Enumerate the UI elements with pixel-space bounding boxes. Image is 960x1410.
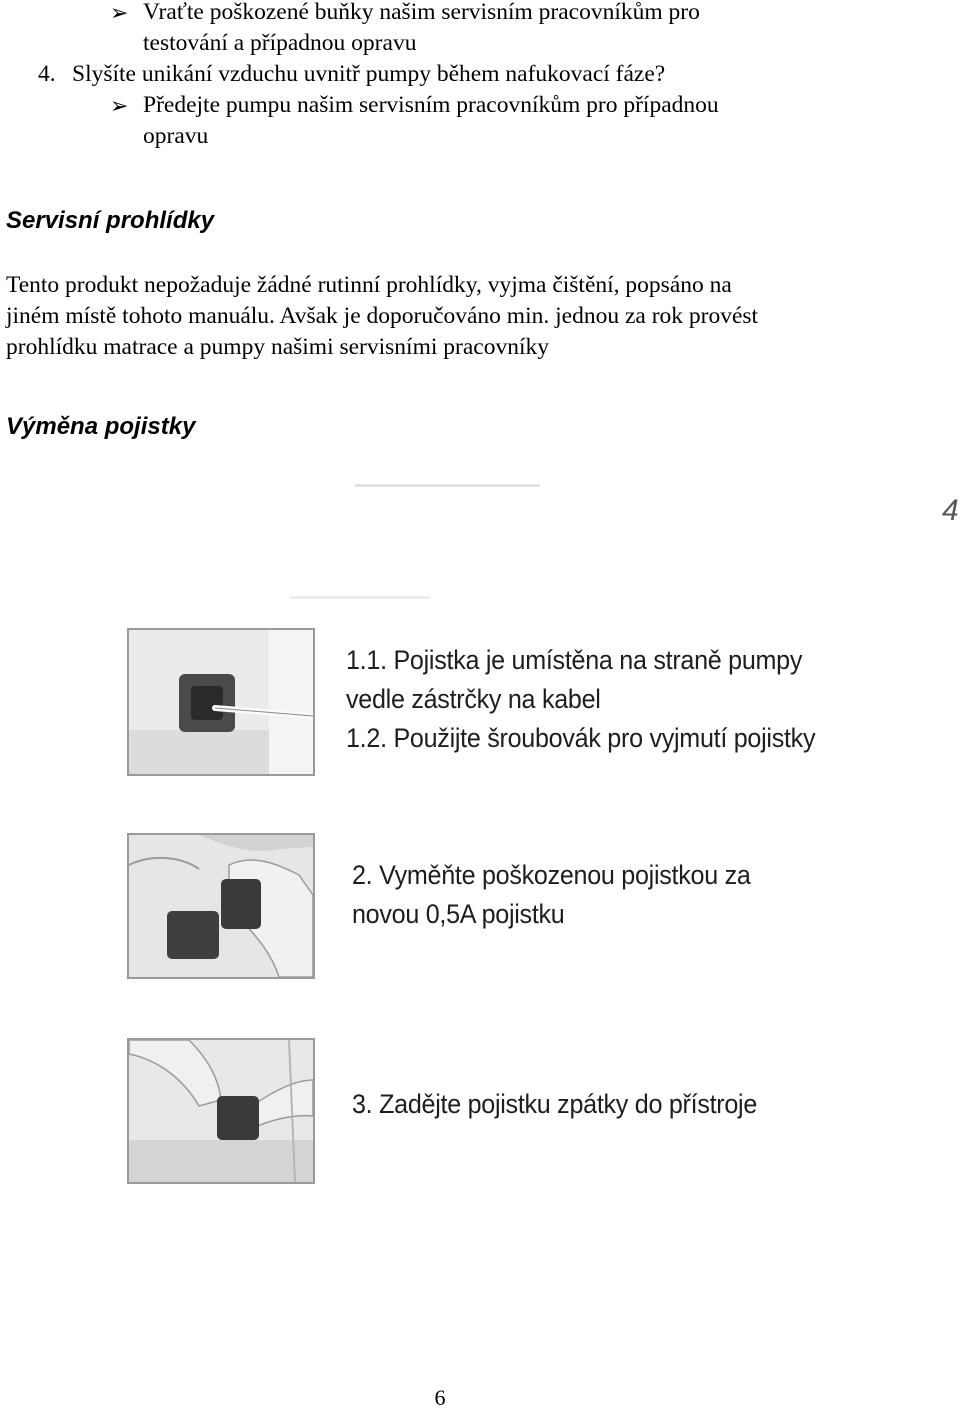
step-1-caption-line: vedle zástrčky na kabel [346,684,601,714]
list-item-question: Slyšíte unikání vzduchu uvnitř pumpy během nafukovací fáze? [72,61,666,87]
insert-fuse-illustration [129,1040,313,1182]
arrow-bullet-icon: ➢ [110,93,129,118]
arrow-bullet-icon: ➢ [110,0,129,25]
paragraph-line: prohlídku matrace a pumpy našimi servisními pracovníky [6,334,549,360]
step-1-caption-line: 1.2. Použijte šroubovák pro vyjmutí pojistky [346,723,816,753]
bullet-2-line-2: opravu [143,123,209,149]
step-3-caption-line: 3. Zadějte pojistku zpátky do přístroje [352,1089,758,1119]
fuse-holder-illustration [129,630,313,774]
section-heading-vymena-pojistky: Výměna pojistky [6,413,196,440]
bullet-1-line-1: Vraťte poškozené buňky našim servisním pracovníkům pro [143,0,700,25]
step-2-caption-line: 2. Vyměňte poškozenou pojistkou za [352,860,751,890]
scan-artifact [290,596,430,599]
bullet-2-line-1: Předejte pumpu našim servisním pracovníkům pro případnou [143,92,719,118]
scan-corner-mark: 4 [942,494,959,527]
list-item-number: 4. [38,61,56,87]
scan-artifact [355,484,540,487]
paragraph-line: Tento produkt nepožaduje žádné rutinní prohlídky, vyjma čištění, popsáno na [6,272,732,298]
paragraph-line: jiném místě tohoto manuálu. Avšak je doporučováno min. jednou za rok provést [6,303,759,329]
replace-fuse-illustration [129,835,313,977]
section-paragraph [6,270,946,363]
step-3-photo [127,1038,315,1184]
page-number: 6 [434,1385,446,1410]
step-2-caption-line: novou 0,5A pojistku [352,899,565,929]
step-1-caption-line: 1.1. Pojistka je umístěna na straně pumpy [346,645,803,675]
step-1-photo [127,628,315,776]
section-heading-servisni-prohlidky: Servisní prohlídky [6,207,215,234]
bullet-1-line-2: testování a případnou opravu [143,30,417,56]
step-2-photo [127,833,315,979]
